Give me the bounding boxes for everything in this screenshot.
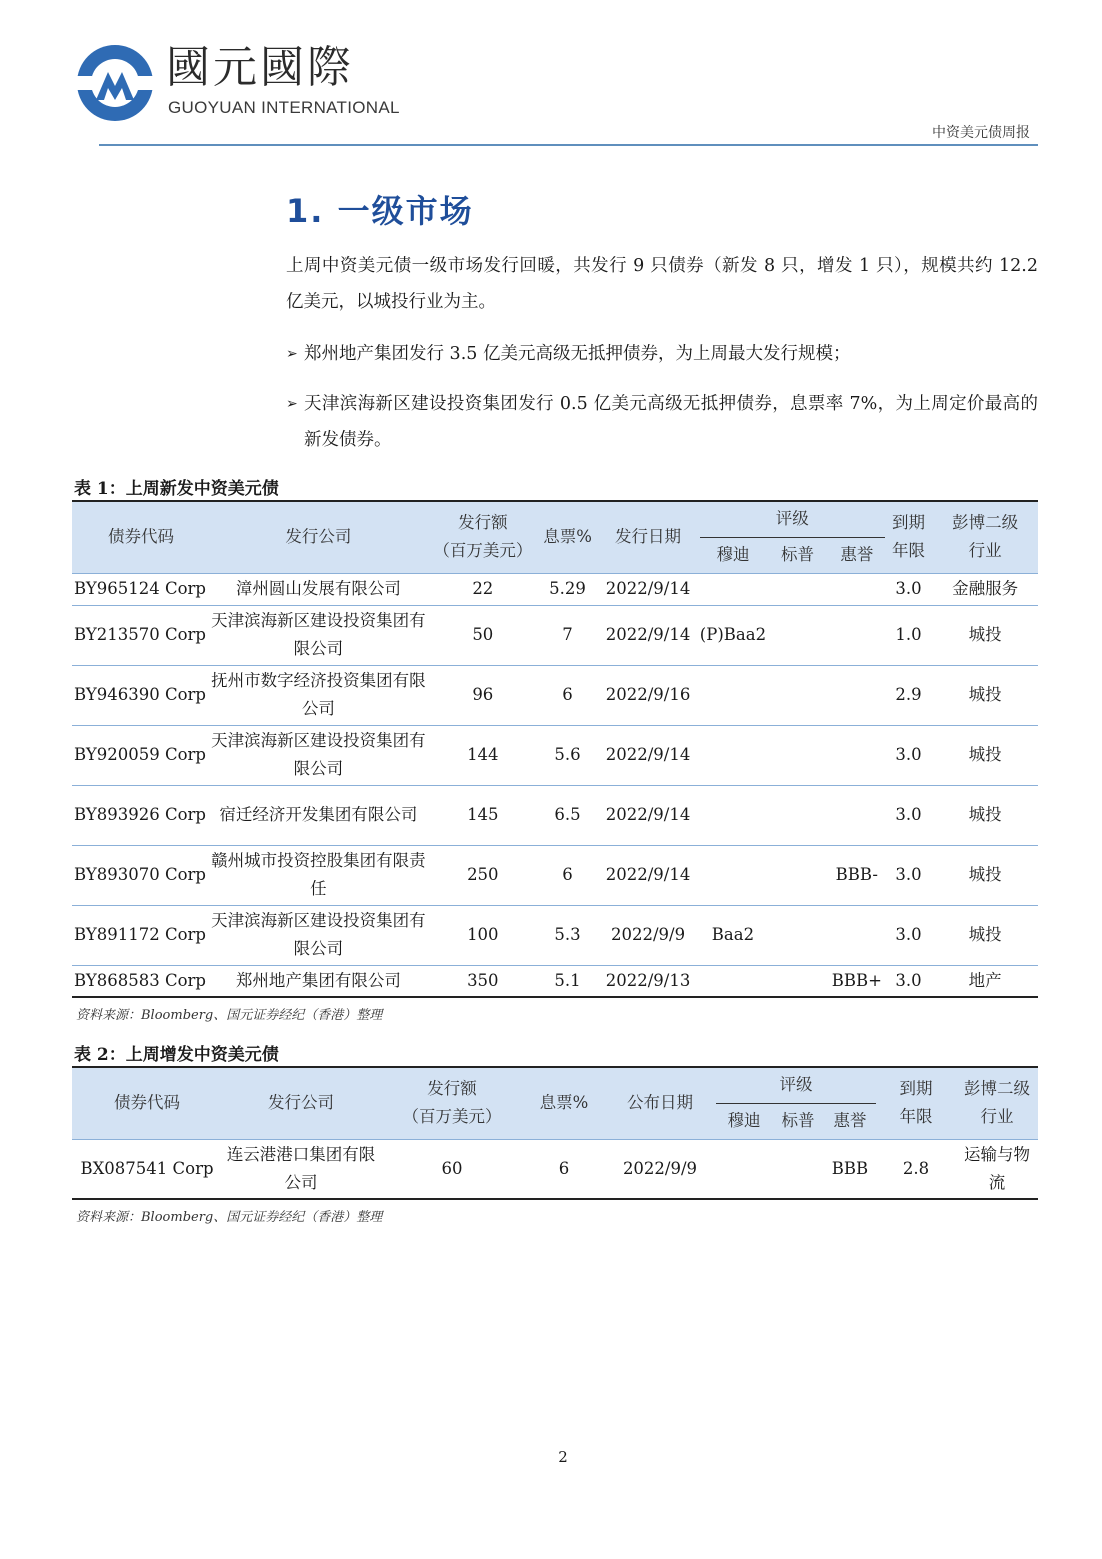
cell-coupon: 6: [539, 665, 596, 725]
cell-amount: 250: [427, 845, 539, 905]
col-header-sp: 标普: [766, 537, 829, 573]
cell-coupon: 6.5: [539, 785, 596, 845]
cell-tenor: 1.0: [885, 605, 932, 665]
cell-issuer: 天津滨海新区建设投资集团有限公司: [210, 605, 427, 665]
cell-industry: 城投: [932, 845, 1038, 905]
table-row: [72, 965, 1038, 997]
col-header-industry: [956, 1067, 1038, 1139]
cell-issuer: 抚州市数字经济投资集团有限公司: [210, 665, 427, 725]
cell-coupon: 6: [524, 1139, 604, 1199]
bullet-item: [286, 336, 1038, 372]
cell-moodys: (P)Baa2: [700, 605, 766, 665]
cell-fitch: [829, 605, 885, 665]
cell-sp: [766, 573, 829, 605]
cell-industry: 城投: [932, 725, 1038, 785]
cell-fitch: [829, 905, 885, 965]
cell-sp: [766, 665, 829, 725]
col-header-industry: [932, 501, 1038, 573]
logo-text-en: GUOYUAN INTERNATIONAL: [168, 98, 400, 117]
col-header-tenor: [885, 501, 932, 573]
cell-coupon: 6: [539, 845, 596, 905]
cell-tenor: 3.0: [885, 785, 932, 845]
col-header-industry-2: 行业: [980, 1107, 1014, 1127]
table1-source: 资料来源：Bloomberg、国元证券经纪（香港）整理: [76, 1008, 383, 1023]
cell-fitch: BBB-: [829, 845, 885, 905]
col-header-amount: [380, 1067, 524, 1139]
col-header-code: 债券代码: [72, 1067, 222, 1139]
cell-industry: 城投: [932, 905, 1038, 965]
table-row: [72, 665, 1038, 725]
cell-sp: [766, 965, 829, 997]
col-header-fitch: 惠誉: [824, 1103, 876, 1139]
col-header-tenor-2: 年限: [891, 541, 925, 561]
table-row: [72, 1139, 1038, 1199]
cell-date: 2022/9/9: [596, 905, 700, 965]
col-header-issuer: 发行公司: [222, 1067, 380, 1139]
cell-sp: [766, 785, 829, 845]
col-header-moodys: 穆迪: [716, 1103, 772, 1139]
cell-code: BY891172 Corp: [72, 905, 210, 965]
cell-fitch: [829, 785, 885, 845]
cell-industry: 城投: [932, 785, 1038, 845]
bullet-text: 天津滨海新区建设投资集团发行 0.5 亿美元高级无抵押债券，息票率 7%，为上周定价最高的新发债券。: [304, 394, 1038, 450]
cell-code: BY893926 Corp: [72, 785, 210, 845]
col-header-amount-unit: （百万美元）: [402, 1107, 502, 1127]
section-title: 1. 一级市场: [286, 192, 474, 230]
logo-text-cn: 國元國際: [166, 42, 354, 93]
arrow-bullet-icon: ➢: [286, 396, 298, 412]
cell-code: BY893070 Corp: [72, 845, 210, 905]
cell-code: BY868583 Corp: [72, 965, 210, 997]
cell-moodys: [700, 573, 766, 605]
cell-amount: 100: [427, 905, 539, 965]
cell-date: 2022/9/14: [596, 605, 700, 665]
bullet-text: 郑州地产集团发行 3.5 亿美元高级无抵押债券，为上周最大发行规模；: [304, 344, 851, 364]
col-header-date: 公布日期: [604, 1067, 716, 1139]
cell-moodys: Baa2: [700, 905, 766, 965]
cell-code: BY213570 Corp: [72, 605, 210, 665]
cell-moodys: [700, 785, 766, 845]
cell-tenor: 2.9: [885, 665, 932, 725]
cell-issuer: 连云港港口集团有限公司: [222, 1139, 380, 1199]
cell-coupon: 5.3: [539, 905, 596, 965]
cell-issuer: 赣州城市投资控股集团有限责任: [210, 845, 427, 905]
cell-industry: 城投: [932, 605, 1038, 665]
col-header-amount-label: 发行额: [427, 1079, 477, 1099]
tap-issues-table: [72, 1066, 1038, 1200]
bullet-item: [286, 386, 1038, 458]
col-header-amount-label: 发行额: [458, 513, 508, 533]
col-header-amount-unit: （百万美元）: [433, 541, 533, 561]
header-divider: [99, 144, 1038, 146]
cell-amount: 50: [427, 605, 539, 665]
cell-coupon: 7: [539, 605, 596, 665]
cell-issuer: 郑州地产集团有限公司: [210, 965, 427, 997]
col-header-coupon: 息票%: [539, 501, 596, 573]
cell-moodys: [700, 665, 766, 725]
cell-sp: [766, 845, 829, 905]
col-header-industry-1: 彭博二级: [964, 1079, 1030, 1099]
cell-sp: [766, 905, 829, 965]
cell-fitch: BBB+: [829, 965, 885, 997]
cell-moodys: [700, 845, 766, 905]
cell-amount: 350: [427, 965, 539, 997]
col-header-issuer: 发行公司: [210, 501, 427, 573]
cell-coupon: 5.6: [539, 725, 596, 785]
table2-source: 资料来源：Bloomberg、国元证券经纪（香港）整理: [76, 1210, 383, 1225]
cell-code: BY920059 Corp: [72, 725, 210, 785]
col-header-industry-2: 行业: [968, 541, 1002, 561]
col-header-fitch: 惠誉: [829, 537, 885, 573]
cell-amount: 96: [427, 665, 539, 725]
cell-date: 2022/9/16: [596, 665, 700, 725]
intro-paragraph: 上周中资美元债一级市场发行回暖，共发行 9 只债券（新发 8 只，增发 1 只），规模共约 12.2 亿美元，以城投行业为主。: [286, 256, 1038, 312]
cell-date: 2022/9/14: [596, 845, 700, 905]
col-header-tenor: [876, 1067, 956, 1139]
page-number: 2: [558, 1448, 568, 1466]
cell-tenor: 3.0: [885, 965, 932, 997]
cell-tenor: 3.0: [885, 845, 932, 905]
cell-date: 2022/9/14: [596, 785, 700, 845]
cell-date: 2022/9/14: [596, 725, 700, 785]
cell-moodys: [700, 965, 766, 997]
arrow-bullet-icon: ➢: [286, 346, 298, 362]
cell-date: 2022/9/9: [604, 1139, 716, 1199]
cell-fitch: [829, 665, 885, 725]
cell-industry: 城投: [932, 665, 1038, 725]
cell-fitch: [829, 725, 885, 785]
table-row: [72, 905, 1038, 965]
cell-amount: 145: [427, 785, 539, 845]
col-header-tenor-1: 到期: [891, 513, 925, 533]
cell-industry: 运输与物流: [956, 1139, 1038, 1199]
cell-code: BY946390 Corp: [72, 665, 210, 725]
table2-caption: 表 2：上周增发中资美元债: [74, 1045, 279, 1065]
col-header-industry-1: 彭博二级: [952, 513, 1019, 533]
cell-date: 2022/9/13: [596, 965, 700, 997]
cell-issuer: 漳州圆山发展有限公司: [210, 573, 427, 605]
cell-moodys: [700, 725, 766, 785]
table-row: [72, 725, 1038, 785]
table-row: [72, 573, 1038, 605]
cell-amount: 144: [427, 725, 539, 785]
cell-code: BY965124 Corp: [72, 573, 210, 605]
table1-caption: 表 1：上周新发中资美元债: [74, 479, 279, 499]
cell-industry: 金融服务: [932, 573, 1038, 605]
cell-amount: 22: [427, 573, 539, 605]
cell-coupon: 5.1: [539, 965, 596, 997]
col-header-moodys: 穆迪: [700, 537, 766, 573]
cell-issuer: 天津滨海新区建设投资集团有限公司: [210, 905, 427, 965]
guoyuan-logo-icon: [74, 42, 156, 124]
cell-tenor: 2.8: [876, 1139, 956, 1199]
cell-moodys: [716, 1139, 772, 1199]
table-row: [72, 785, 1038, 845]
cell-tenor: 3.0: [885, 725, 932, 785]
cell-sp: [772, 1139, 824, 1199]
cell-fitch: [829, 573, 885, 605]
cell-issuer: 宿迁经济开发集团有限公司: [210, 785, 427, 845]
cell-sp: [766, 725, 829, 785]
col-header-code: 债券代码: [72, 501, 210, 573]
report-name: 中资美元债周报: [932, 125, 1030, 141]
cell-tenor: 3.0: [885, 905, 932, 965]
col-header-tenor-2: 年限: [899, 1107, 933, 1127]
cell-fitch: BBB: [824, 1139, 876, 1199]
table-row: [72, 845, 1038, 905]
table-row: [72, 605, 1038, 665]
cell-date: 2022/9/14: [596, 573, 700, 605]
cell-sp: [766, 605, 829, 665]
col-header-coupon: 息票%: [524, 1067, 604, 1139]
cell-tenor: 3.0: [885, 573, 932, 605]
cell-coupon: 5.29: [539, 573, 596, 605]
cell-issuer: 天津滨海新区建设投资集团有限公司: [210, 725, 427, 785]
col-header-date: 发行日期: [596, 501, 700, 573]
cell-code: BX087541 Corp: [72, 1139, 222, 1199]
col-header-sp: 标普: [772, 1103, 824, 1139]
col-header-amount: [427, 501, 539, 573]
new-issues-table: [72, 500, 1038, 998]
col-header-rating: 评级: [716, 1067, 876, 1103]
company-logo: [74, 40, 400, 124]
col-header-tenor-1: 到期: [899, 1079, 933, 1099]
cell-industry: 地产: [932, 965, 1038, 997]
col-header-rating: 评级: [700, 501, 885, 537]
cell-amount: 60: [380, 1139, 524, 1199]
